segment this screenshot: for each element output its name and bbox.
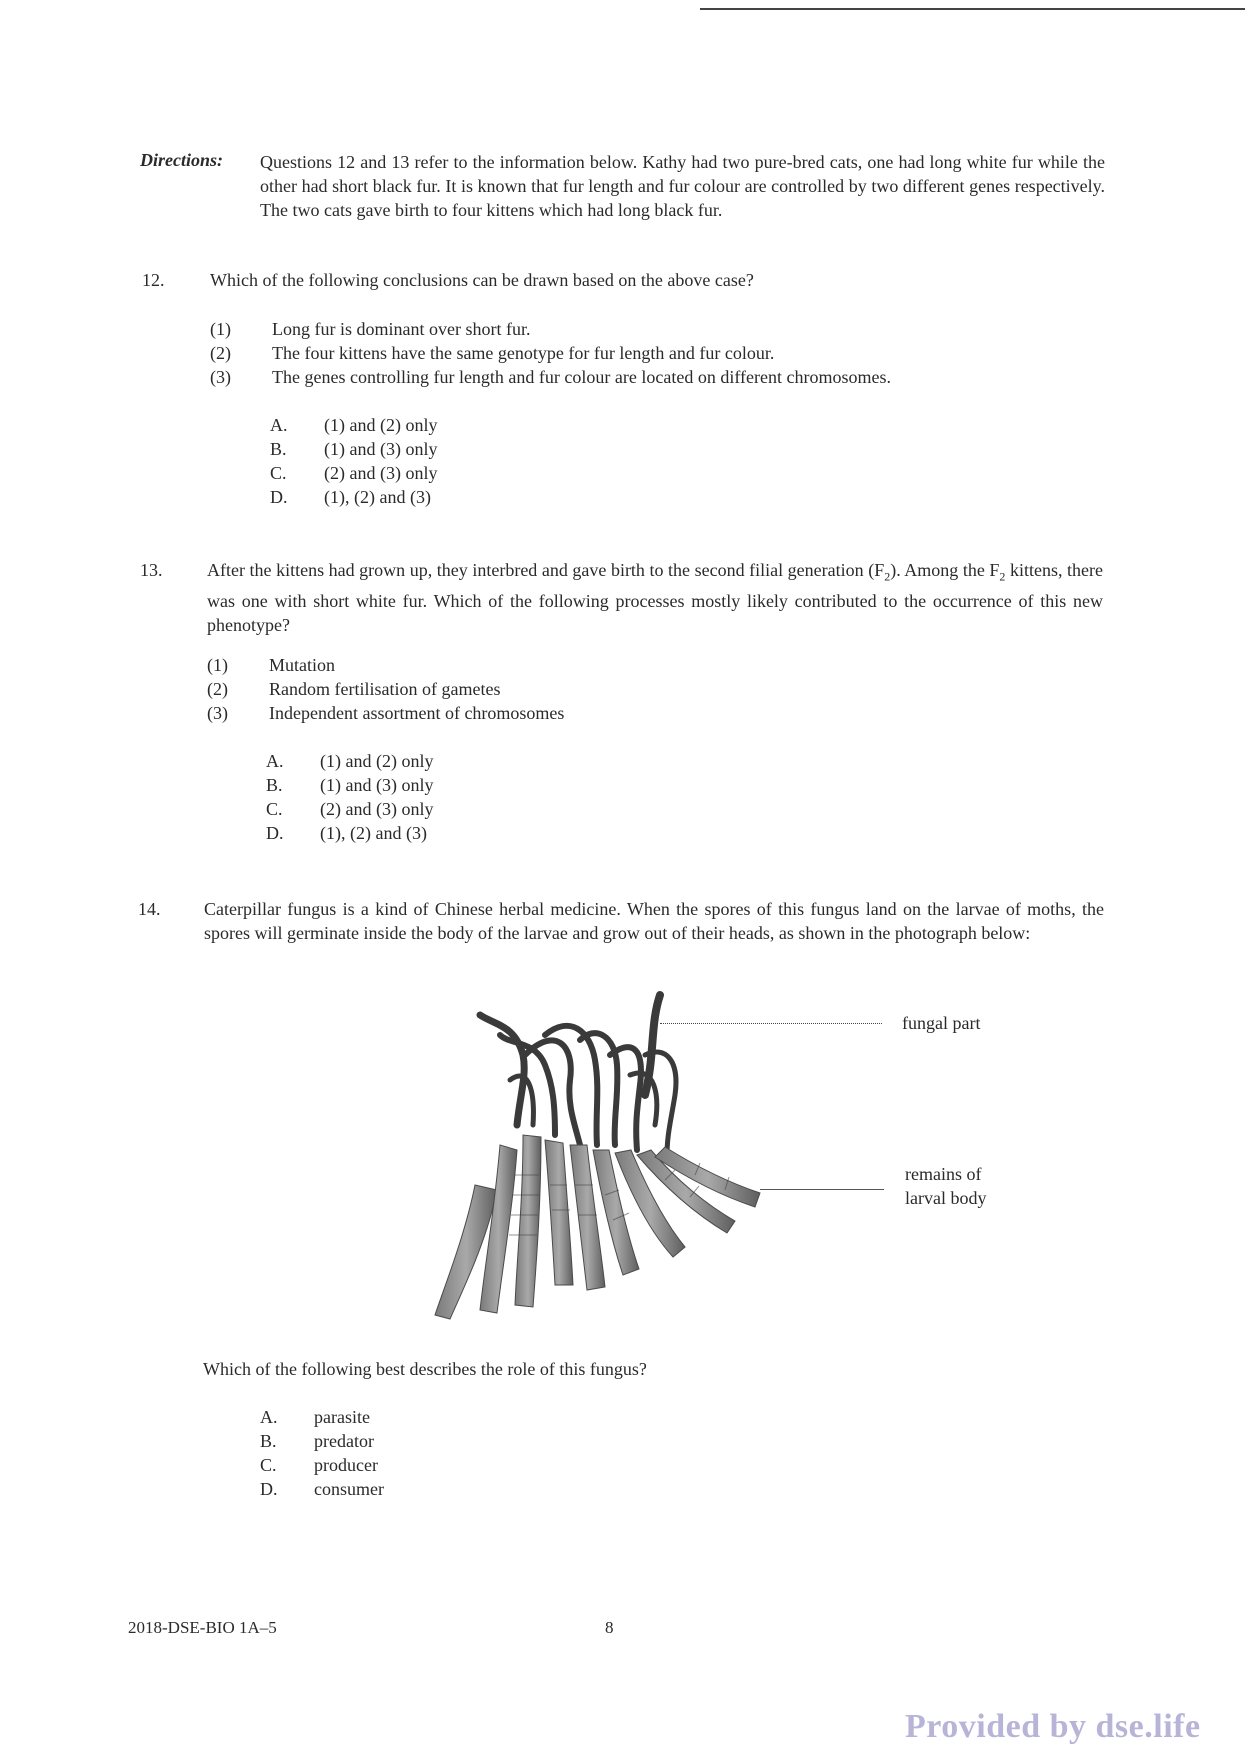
q14-number: 14.: [138, 899, 161, 919]
statement-item: (3) Independent assortment of chromosomes: [207, 703, 565, 723]
q12-stem: Which of the following conclusions can be drawn based on the above case?: [210, 270, 754, 290]
option-b[interactable]: B. (1) and (3) only: [270, 439, 438, 459]
option-c[interactable]: C. (2) and (3) only: [270, 463, 438, 483]
statement-item: (1) Mutation: [207, 655, 335, 675]
option-a[interactable]: A. (1) and (2) only: [266, 751, 434, 771]
q13-number: 13.: [140, 560, 163, 580]
fungal-part-leader: [660, 1023, 882, 1024]
larval-body-leader: [760, 1189, 884, 1190]
statement-item: (2) The four kittens have the same genotype for fur length and fur colour.: [210, 343, 775, 363]
directions-text: Questions 12 and 13 refer to the information below. Kathy had two pure-bred cats, one had long white fur while the other had short black fur. It is known that fur length and fur colour are controlled by two different genes respectively. The two cats gave birth to four kittens which had long black fur.: [260, 152, 1105, 220]
q14-options: [260, 1405, 560, 1501]
q12-number: 12.: [142, 270, 165, 290]
q13-stem: After the kittens had grown up, they interbred and gave birth to the second filial generation $(F_2)$. Among the $F_2$ kittens, there was one with short white fur. Which of the following processes mostly likely contributed to the occurrence of this new phenotype?: [207, 560, 1103, 635]
statement-item: (3) The genes controlling fur length and fur colour are located on different chromosomes.: [210, 367, 891, 387]
caterpillar-fungus-photo: [405, 985, 885, 1335]
q12-options: [270, 413, 670, 509]
statement-item: (1) Long fur is dominant over short fur.: [210, 319, 531, 339]
option-c[interactable]: C. (2) and (3) only: [266, 799, 434, 819]
option-a[interactable]: A. (1) and (2) only: [270, 415, 438, 435]
option-b[interactable]: B. (1) and (3) only: [266, 775, 434, 795]
option-a[interactable]: A. parasite: [260, 1407, 370, 1427]
footer-code: 2018-DSE-BIO 1A–5: [128, 1618, 277, 1637]
label-remains-line1: remains of: [905, 1164, 982, 1184]
label-remains-line2: larval body: [905, 1188, 987, 1208]
option-d[interactable]: D. consumer: [260, 1479, 384, 1499]
option-d[interactable]: D. (1), (2) and (3): [266, 823, 427, 843]
top-rule: [700, 8, 1245, 10]
page-number: 8: [605, 1618, 614, 1637]
q12-statements: [210, 317, 1110, 389]
q13-options: [266, 749, 666, 845]
label-fungal-part: fungal part: [902, 1013, 981, 1033]
watermark-link[interactable]: Provided by dse.life: [905, 1708, 1201, 1745]
q13-statements: [207, 653, 1107, 725]
option-d[interactable]: D. (1), (2) and (3): [270, 487, 431, 507]
option-c[interactable]: C. producer: [260, 1455, 378, 1475]
q14-question: Which of the following best describes the role of this fungus?: [203, 1359, 647, 1379]
option-b[interactable]: B. predator: [260, 1431, 374, 1451]
statement-item: (2) Random fertilisation of gametes: [207, 679, 501, 699]
q14-stem: Caterpillar fungus is a kind of Chinese herbal medicine. When the spores of this fungus land on the larvae of moths, the spores will germinate inside the body of the larvae and grow out of their heads, as shown in the photograph below:: [204, 899, 1104, 943]
directions-label: Directions:: [140, 150, 223, 170]
